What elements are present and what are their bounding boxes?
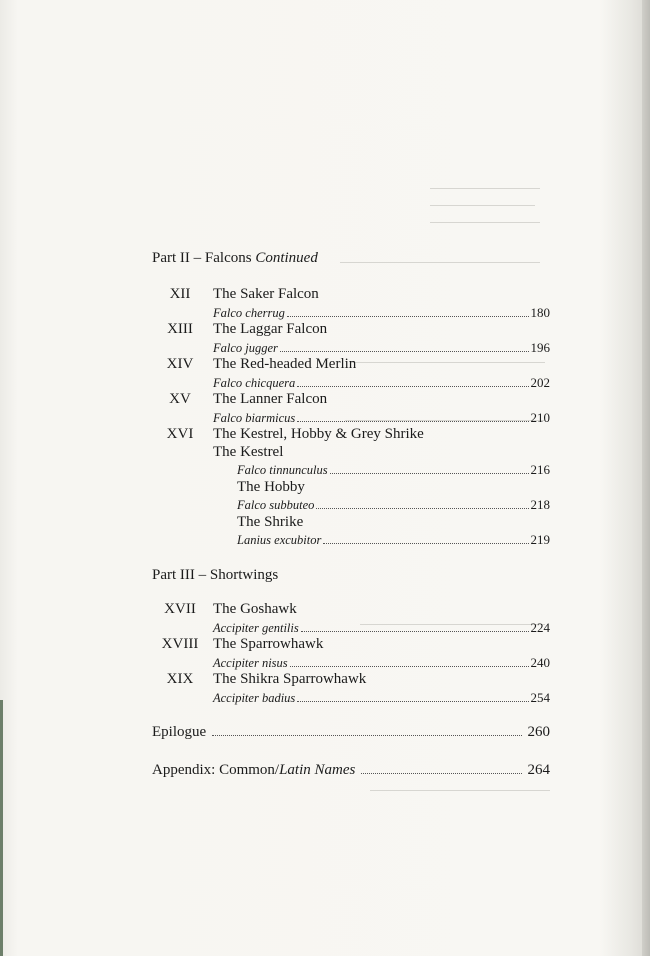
leader-dots: [361, 772, 521, 774]
page-number: 210: [530, 410, 550, 425]
toc-entry[interactable]: [237, 532, 550, 548]
part-heading-falcons: [152, 250, 318, 267]
bleed-through-mark: [430, 222, 540, 223]
leader-dots: [316, 507, 528, 509]
part-heading-prefix: Part II – Falcons: [152, 250, 256, 266]
leader-dots: [287, 315, 529, 317]
leader-dots: [212, 734, 521, 736]
toc-entry[interactable]: [213, 375, 550, 391]
toc-entry[interactable]: [213, 305, 550, 321]
page-edge-shadow: [642, 0, 650, 956]
part-heading-suffix: Continued: [255, 250, 318, 266]
leader-dots: [280, 350, 529, 352]
page-number: 219: [530, 532, 550, 547]
chapter-number: XVII: [164, 601, 196, 617]
sub-entry-title[interactable]: The Hobby: [237, 479, 305, 495]
leader-dots: [323, 542, 528, 544]
latin-name: Falco tinnunculus: [237, 463, 328, 477]
chapter-number: XV: [169, 391, 191, 407]
chapter-title[interactable]: The Red-headed Merlin: [213, 356, 357, 372]
chapter-title[interactable]: The Kestrel, Hobby & Grey Shrike: [213, 426, 424, 442]
toc-entry[interactable]: [213, 620, 550, 636]
page-number: 264: [527, 762, 550, 778]
appendix-label-prefix: Appendix: Common/: [152, 762, 280, 778]
toc-entry-appendix[interactable]: [152, 762, 550, 779]
bleed-through-mark: [430, 188, 540, 189]
latin-name: Falco jugger: [213, 341, 278, 355]
page-number: 216: [530, 462, 550, 477]
toc-entry-epilogue[interactable]: [152, 724, 550, 741]
sub-entry-title[interactable]: The Shrike: [237, 514, 304, 530]
toc-entry[interactable]: [213, 690, 550, 706]
latin-name: Accipiter nisus: [213, 656, 288, 670]
page-number: 180: [530, 305, 550, 320]
chapter-title[interactable]: The Saker Falcon: [213, 286, 319, 302]
page-number: 254: [530, 690, 550, 705]
leader-dots: [297, 700, 528, 702]
leader-dots: [290, 665, 529, 667]
bleed-through-mark: [350, 362, 545, 363]
binding-edge: [0, 700, 3, 956]
toc-entry[interactable]: [237, 462, 550, 478]
bleed-through-mark: [340, 262, 540, 263]
leader-dots: [297, 420, 528, 422]
chapter-number: XVI: [166, 426, 194, 442]
chapter-title[interactable]: The Goshawk: [213, 601, 297, 617]
page-number: 196: [530, 340, 550, 355]
appendix-label-italic: Latin Names: [279, 762, 356, 778]
toc-entry[interactable]: [213, 340, 550, 356]
leader-dots: [301, 630, 529, 632]
leader-dots: [330, 472, 529, 474]
sub-entry-title[interactable]: The Kestrel: [213, 444, 284, 460]
latin-name: Accipiter gentilis: [213, 621, 299, 635]
chapter-number: XII: [169, 286, 191, 302]
toc-entry[interactable]: [237, 497, 550, 513]
latin-name: Falco biarmicus: [213, 411, 296, 425]
chapter-number: XIX: [166, 671, 194, 687]
page-number: 240: [530, 655, 550, 670]
latin-name: Falco cherrug: [213, 306, 285, 320]
chapter-title[interactable]: The Lanner Falcon: [213, 391, 328, 407]
leader-dots: [297, 385, 528, 387]
page-number: 260: [527, 724, 550, 740]
chapter-number: XIV: [166, 356, 194, 372]
latin-name: Accipiter badius: [213, 691, 296, 705]
bleed-through-mark: [370, 790, 550, 791]
latin-name: Lanius excubitor: [237, 533, 322, 547]
page-number: 202: [530, 375, 550, 390]
part-heading-shortwings: Part III – Shortwings: [152, 567, 279, 583]
page-number: 218: [530, 497, 550, 512]
appendix-label: [152, 762, 355, 779]
chapter-title[interactable]: The Laggar Falcon: [213, 321, 328, 337]
latin-name: Falco chicquera: [213, 376, 296, 390]
epilogue-label: Epilogue: [152, 724, 207, 740]
chapter-number: XIII: [167, 321, 193, 337]
chapter-title[interactable]: The Shikra Sparrowhawk: [213, 671, 367, 687]
bleed-through-mark: [430, 205, 535, 206]
page-number: 224: [530, 620, 550, 635]
toc-entry[interactable]: [213, 410, 550, 426]
chapter-number: XVIII: [161, 636, 199, 652]
latin-name: Falco subbuteo: [237, 498, 315, 512]
toc-entry[interactable]: [213, 655, 550, 671]
chapter-title[interactable]: The Sparrowhawk: [213, 636, 324, 652]
